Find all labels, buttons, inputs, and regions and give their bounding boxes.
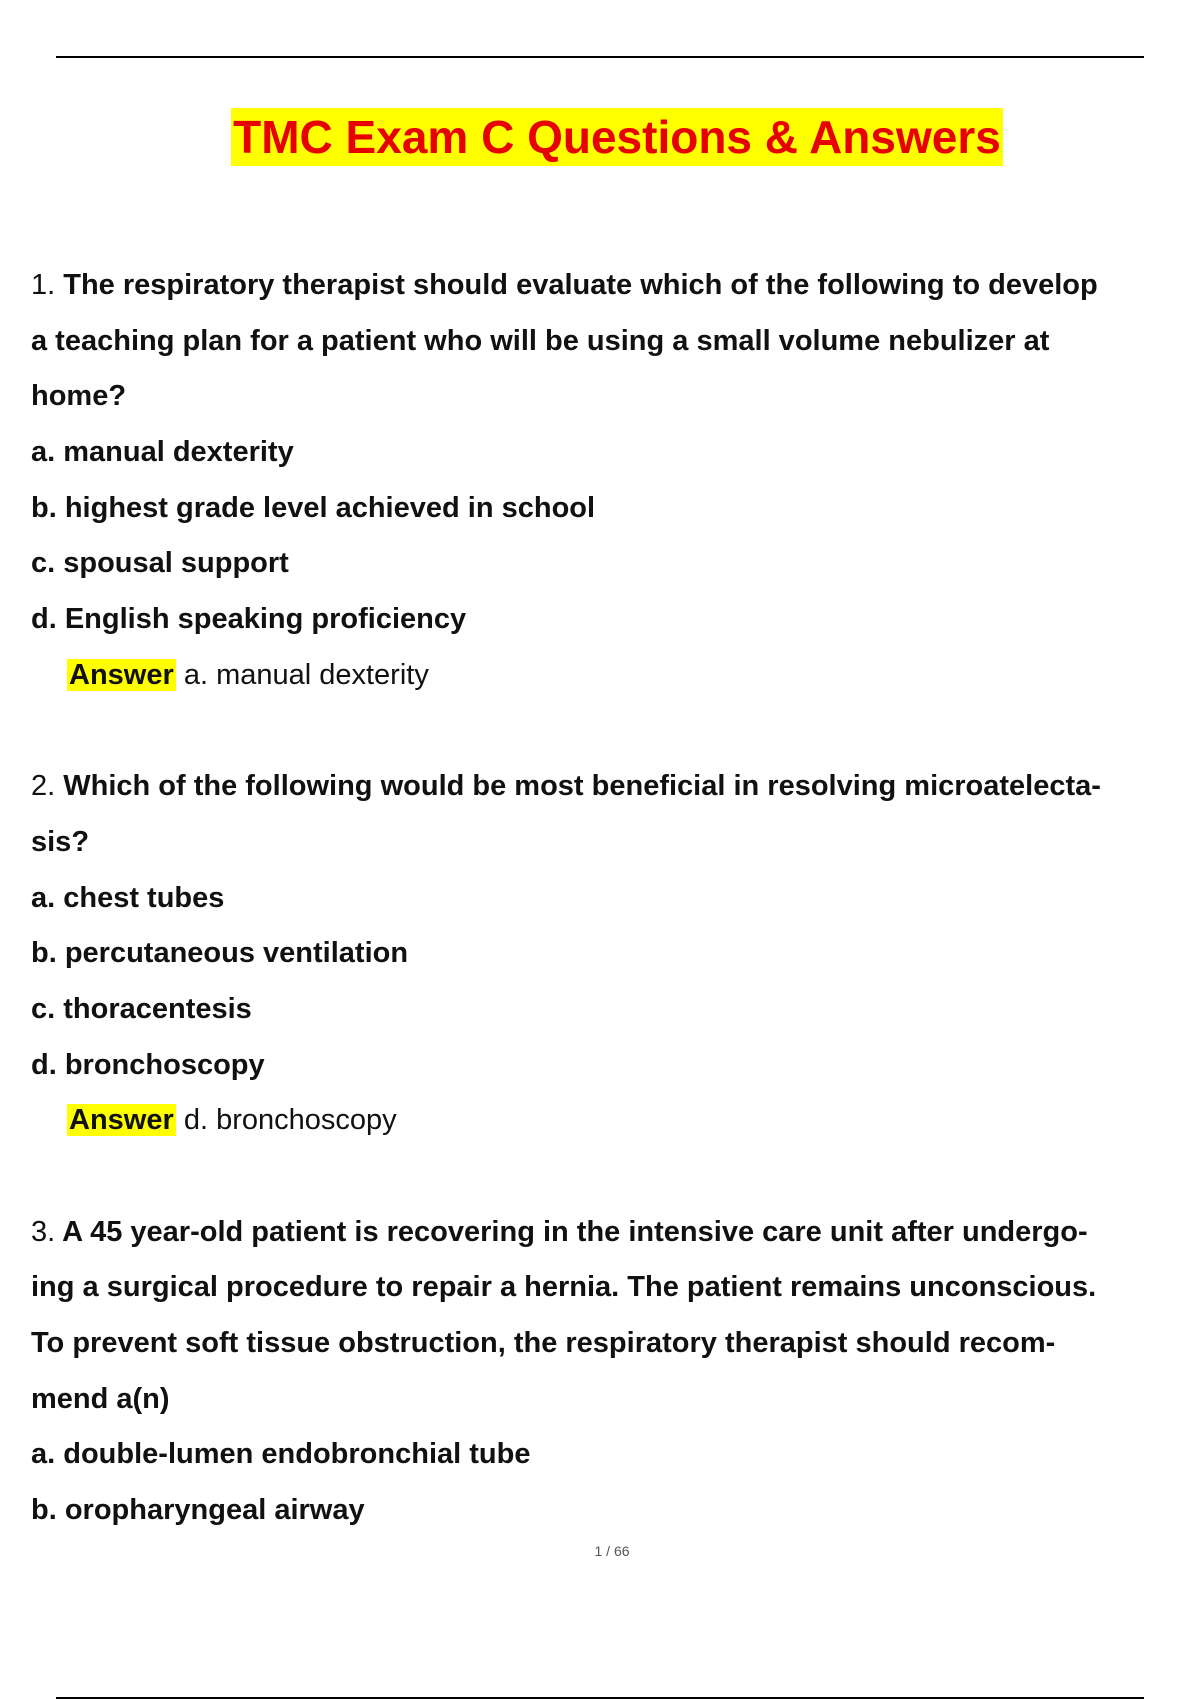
question-1	[31, 258, 1200, 704]
answer-label: Answer	[69, 1104, 174, 1137]
answer-text: a. manual dexterity	[183, 658, 429, 691]
option-a: a. manual dexterity	[31, 436, 294, 469]
question-number: 3.	[31, 1215, 56, 1248]
title-container	[0, 108, 1200, 166]
option-b: b. highest grade level achieved in school	[31, 491, 596, 524]
question-text-line: home?	[31, 380, 127, 413]
document-title: TMC Exam C Questions & Answers	[231, 108, 1003, 166]
option-a: a. chest tubes	[31, 881, 225, 914]
option-c: c. thoracentesis	[31, 992, 252, 1025]
spacer	[31, 1149, 1200, 1205]
option-a: a. double-lumen endobronchial tube	[31, 1438, 531, 1471]
question-number: 2.	[31, 770, 56, 803]
questions-list	[31, 258, 1200, 1539]
top-rule	[56, 56, 1144, 58]
question-text-line: ing a surgical procedure to repair a hernia. The patient remains unconscious.	[31, 1271, 1097, 1304]
option-b: b. percutaneous ventilation	[31, 937, 409, 970]
question-2	[31, 759, 1200, 1149]
answer-text: d. bronchoscopy	[183, 1104, 397, 1137]
option-c: c. spousal support	[31, 547, 289, 580]
answer-line	[31, 1093, 1200, 1149]
answer-line	[31, 648, 1200, 704]
option-d: d. English speaking proficiency	[31, 603, 467, 636]
answer-label: Answer	[69, 658, 174, 691]
option-d: d. bronchoscopy	[31, 1048, 265, 1081]
question-number: 1.	[31, 269, 56, 301]
question-3	[31, 1205, 1200, 1539]
question-text-line: To prevent soft tissue obstruction, the respiratory therapist should recom-	[31, 1327, 1056, 1360]
bottom-rule	[56, 1697, 1144, 1699]
question-text-line: a teaching plan for a patient who will be using a small volume nebulizer at	[31, 324, 1050, 357]
option-b: b. oropharyngeal airway	[31, 1494, 365, 1527]
question-text-line: mend a(n)	[31, 1382, 170, 1415]
spacer	[31, 704, 1200, 760]
question-text-line: 2. Which of the following would be most beneficial in resolving microatelecta-	[31, 770, 1101, 803]
question-text-line: 3. A 45 year-old patient is recovering in the intensive care unit after undergo-	[31, 1215, 1088, 1248]
page-number: 1 / 66	[594, 1543, 630, 1559]
question-text-line: 1. The respiratory therapist should evaluate which of the following to develop	[31, 269, 1098, 301]
question-text-line: sis?	[31, 825, 90, 858]
